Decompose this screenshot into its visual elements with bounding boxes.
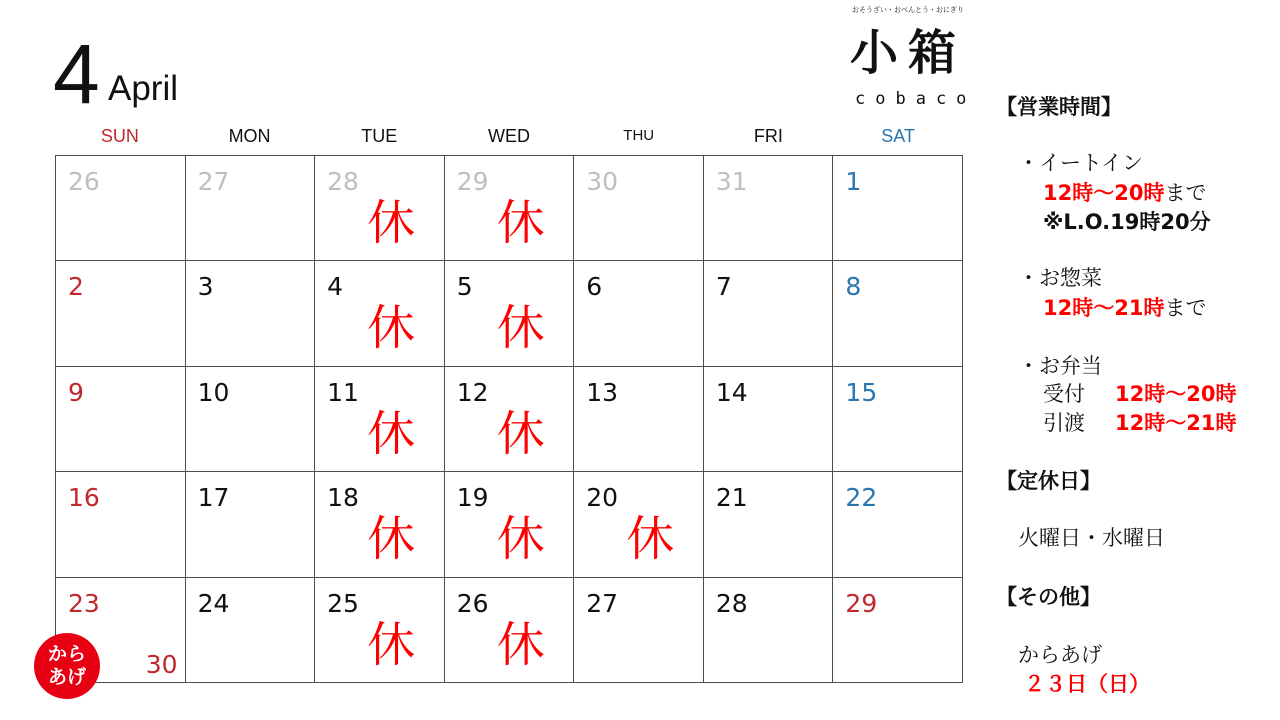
day-number: 19: [456, 483, 489, 513]
day-cell: [315, 472, 445, 577]
logo-name: 小箱: [850, 25, 967, 81]
day-number: 13: [586, 377, 619, 407]
day-cell: [445, 472, 575, 577]
day-cell: [56, 472, 186, 577]
day-cell: [56, 156, 186, 261]
day-number: 29: [845, 588, 878, 618]
month-name: April: [108, 69, 179, 108]
day-cell: [315, 367, 445, 472]
day-cell: [574, 367, 704, 472]
weekday-header-fri: FRI: [753, 126, 783, 146]
closed-mark: 休: [496, 511, 545, 568]
day-cell: [833, 367, 963, 472]
badge-line: から: [47, 643, 86, 665]
day-number: 28: [327, 167, 359, 196]
day-number: 25: [327, 588, 359, 618]
closed-mark: 休: [367, 405, 416, 462]
bento-pickup-row: [1043, 409, 1237, 437]
day-number: 27: [197, 167, 230, 196]
bento-pickup-time: 12時～21時: [1115, 411, 1237, 435]
day-number: 28: [715, 588, 748, 618]
badge-line: あげ: [47, 666, 86, 688]
day-number: 31: [715, 167, 748, 196]
closed-mark: 休: [496, 405, 545, 462]
day-number: 14: [715, 377, 748, 407]
closed-mark: 休: [367, 195, 416, 251]
closed-mark: 休: [626, 511, 675, 568]
weekday-header-sat: SAT: [881, 126, 915, 146]
bento-pickup-label: 引渡: [1043, 411, 1085, 435]
bento-order-time: 12時～20時: [1115, 382, 1237, 406]
day-cell: [704, 156, 834, 261]
day-number: 21: [715, 483, 748, 513]
day-number: 29: [456, 167, 489, 196]
day-cell: [315, 261, 445, 366]
day-number: 30: [586, 167, 619, 196]
closed-mark: 休: [496, 616, 545, 673]
day-cell: [833, 156, 963, 261]
day-number: 4: [327, 272, 344, 302]
closed-mark: 休: [496, 300, 545, 357]
day-number: 10: [197, 377, 230, 407]
weekday-header-sun: SUN: [100, 126, 139, 146]
other-text: からあげ: [1018, 643, 1102, 667]
eat-in-time: 12時～20時: [1043, 181, 1165, 205]
bento-label: ・お弁当: [1018, 354, 1102, 378]
logo-romaji: cobaco: [855, 89, 977, 109]
day-number: 1: [845, 167, 862, 196]
day-cell: [56, 367, 186, 472]
closed-days-text: 火曜日・水曜日: [1018, 526, 1165, 550]
day-number: 27: [586, 588, 619, 618]
month-number: 4: [53, 27, 100, 121]
bento-order-label: 受付: [1043, 382, 1085, 406]
day-number-extra: 30: [145, 649, 178, 679]
karaage-badge: [34, 633, 100, 699]
day-cell: [445, 156, 575, 261]
day-number: 2: [68, 272, 84, 302]
day-cell: [833, 578, 963, 683]
deli-label: ・お惣菜: [1018, 266, 1102, 290]
day-cell: [574, 261, 704, 366]
day-number: 26: [456, 588, 489, 618]
day-number: 23: [68, 588, 100, 618]
day-cell: [186, 156, 316, 261]
day-cell: [186, 367, 316, 472]
calendar-grid: [55, 155, 963, 683]
other-heading: 【その他】: [996, 585, 1101, 609]
day-cell: [574, 472, 704, 577]
day-cell: [704, 472, 834, 577]
day-cell: [445, 367, 575, 472]
weekday-header-row: [55, 124, 963, 148]
day-cell: [445, 261, 575, 366]
day-cell: [574, 578, 704, 683]
day-cell: [186, 472, 316, 577]
day-number: 3: [197, 272, 214, 302]
eat-in-label: ・イートイン: [1018, 151, 1143, 175]
day-number: 7: [715, 272, 732, 302]
deli-hours: [1043, 294, 1206, 322]
day-cell: [315, 578, 445, 683]
day-number: 17: [197, 483, 230, 513]
bento-order-row: [1043, 380, 1237, 408]
day-number: 26: [68, 167, 100, 196]
closed-days-heading: 【定休日】: [996, 469, 1101, 493]
day-number: 12: [456, 377, 489, 407]
day-number: 11: [327, 377, 359, 407]
eat-in-last-order: ※L.O.19時20分: [1043, 210, 1211, 234]
eat-in-suffix: まで: [1164, 181, 1207, 205]
other-date: ２３日（日）: [1024, 672, 1150, 696]
eat-in-hours: [1043, 179, 1206, 207]
day-number: 18: [327, 483, 359, 513]
weekday-header-wed: WED: [487, 126, 530, 146]
day-cell: [833, 472, 963, 577]
day-cell: [574, 156, 704, 261]
weekday-header-thu: THU: [623, 127, 655, 144]
day-number: 24: [197, 588, 230, 618]
day-cell: [56, 261, 186, 366]
deli-time: 12時～21時: [1043, 296, 1165, 320]
closed-mark: 休: [496, 195, 545, 251]
day-number: 22: [845, 483, 878, 513]
deli-suffix: まで: [1164, 296, 1207, 320]
day-number: 9: [68, 377, 84, 407]
day-number: 16: [68, 483, 100, 513]
day-number: 20: [586, 483, 619, 513]
closed-mark: 休: [367, 511, 416, 568]
weekday-header-mon: MON: [228, 126, 271, 146]
day-cell: [833, 261, 963, 366]
day-cell: [315, 156, 445, 261]
hours-heading: 【営業時間】: [996, 95, 1122, 119]
day-number: 8: [845, 272, 862, 302]
day-number: 6: [586, 272, 603, 302]
closed-mark: 休: [367, 616, 416, 673]
day-cell: [445, 578, 575, 683]
closed-mark: 休: [367, 300, 416, 357]
day-cell: [704, 578, 834, 683]
weekday-header-tue: TUE: [361, 126, 398, 146]
day-cell: [186, 261, 316, 366]
day-cell: [704, 367, 834, 472]
day-number: 5: [456, 272, 473, 302]
logo-tagline: おそうざい・おべんとう・おにぎり: [852, 6, 964, 14]
day-cell: [704, 261, 834, 366]
day-cell: [186, 578, 316, 683]
day-number: 15: [845, 377, 878, 407]
